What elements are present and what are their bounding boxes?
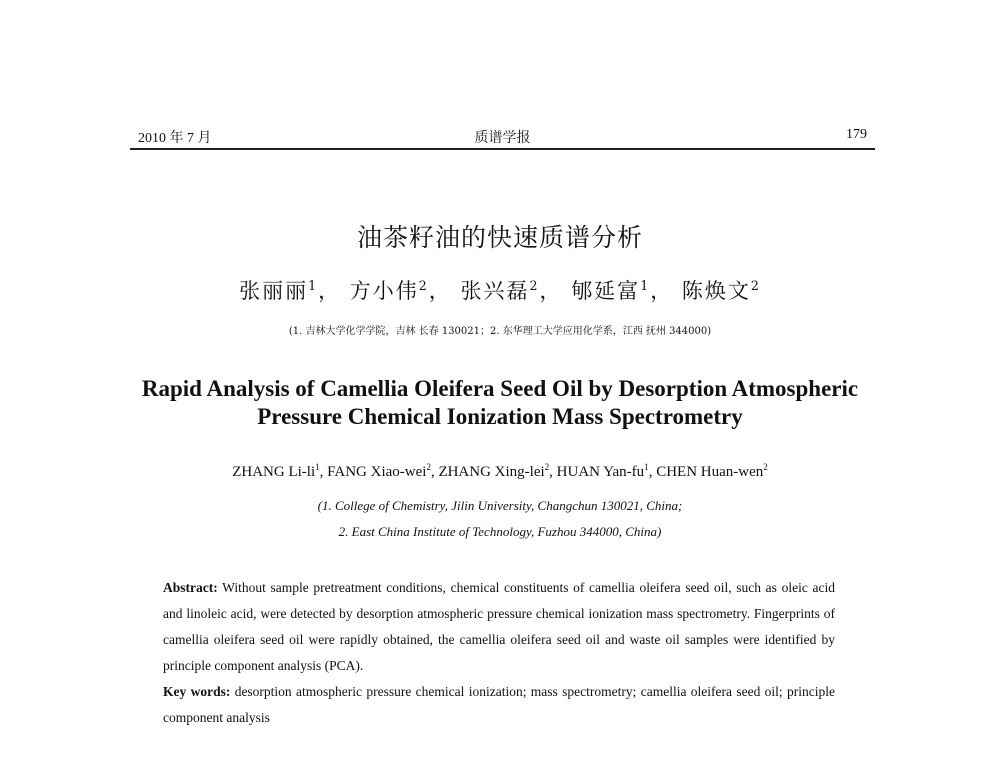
english-affiliation — [0, 493, 1000, 545]
author-1: 张丽丽$^1$， — [239, 278, 342, 303]
author-2: 方小伟$^2$， — [349, 278, 452, 303]
running-header — [130, 127, 875, 147]
affiliation-line-1: (1. College of Chemistry, Jilin University, Changchun 130021, China; — [317, 498, 683, 513]
english-authors — [0, 462, 1000, 481]
journal-name: 质谱学报 — [474, 131, 531, 146]
issue-date: 2010 年 7 月 — [138, 131, 212, 146]
affiliation-line-2: 2. East China Institute of Technology, Fuzhou 344000, China) — [338, 524, 662, 539]
abstract-paragraph — [163, 575, 835, 679]
author-3: ZHANG Xing-lei$^2$, — [438, 462, 557, 480]
author-3: 张兴磊$^2$， — [460, 278, 563, 303]
author-5: 陈焕文$^2$ — [681, 278, 761, 303]
chinese-authors — [0, 275, 1000, 305]
author-4: HUAN Yan-$fu^1$, — [556, 462, 657, 480]
header-rule — [130, 148, 875, 150]
page-number: 179 — [846, 127, 867, 142]
keywords-paragraph — [163, 679, 835, 731]
english-title: Rapid Analysis of Camellia Oleifera Seed Oil by Desorption Atmospheric Pressure Chemical Ionization Mass Spectrometry — [141, 376, 859, 429]
keywords-text: desorption atmospheric pressure chemical ionization; mass spectrometry; camellia oleifera seed oil; principle component analysis — [163, 684, 835, 725]
chinese-affiliation: (1. 吉林大学化学学院，吉林 长春 130021；2. 东华理工大学应用化学系，江西 抚州 344000) — [288, 326, 712, 337]
abstract-section — [163, 575, 835, 731]
author-4: 郇延富$^1$， — [571, 278, 674, 303]
chinese-title: 油茶籽油的快速质谱分析 — [356, 223, 643, 252]
author-1: ZHANG $Li-li^1$, — [232, 462, 328, 480]
abstract-text: Without sample pretreatment conditions, chemical constituents of camellia oleifera seed oil, such as oleic acid and linoleic acid, were detected by desorption atmospheric pressure chemical ionization mass spectrometry. Fingerprints of camellia oleifera seed oil were rapidly obtained, the camellia oleifera seed oil and waste oil samples were identified by principle component analysis (PCA). — [163, 580, 835, 673]
author-2: FANG Xiao-wei$^2$, — [327, 462, 439, 480]
keywords-label: Key words: — [163, 684, 231, 699]
abstract-label: Abstract: — [163, 580, 218, 595]
author-5: CHEN Huan-wen$^2$ — [656, 462, 768, 480]
